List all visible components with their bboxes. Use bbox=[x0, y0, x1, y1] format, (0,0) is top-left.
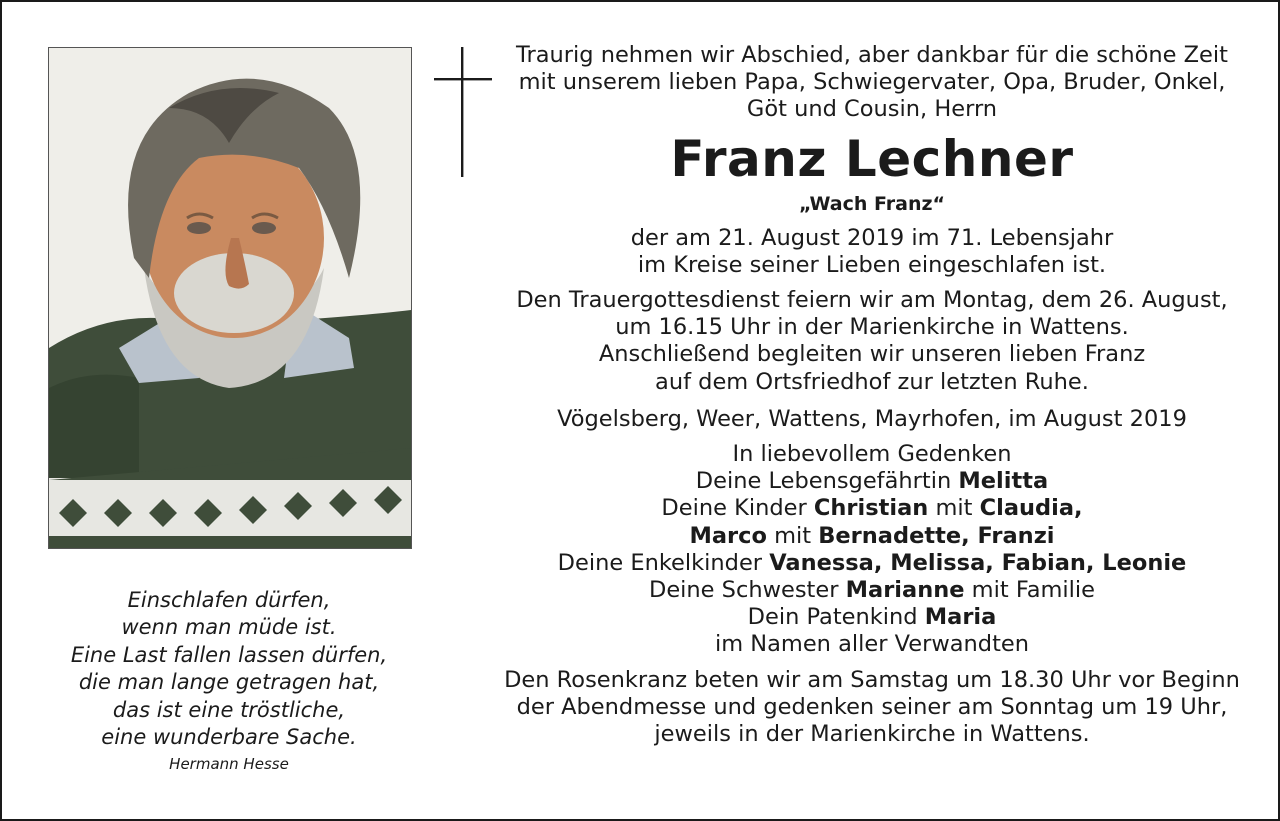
service-line: um 16.15 Uhr in der Marienkirche in Wattens. bbox=[615, 314, 1129, 341]
poem-line: das ist eine tröstliche, bbox=[112, 697, 346, 722]
poem-author: Hermann Hesse bbox=[169, 755, 289, 774]
intro-line: Traurig nehmen wir Abschied, aber dankbar für die schöne Zeit bbox=[516, 42, 1228, 68]
rosary-line: der Abendmesse und gedenken seiner am Sonntag um 19 Uhr, bbox=[516, 693, 1228, 720]
service-line: Anschließend begleiten wir unseren lieben Franz bbox=[598, 341, 1146, 368]
deceased-name: Franz Lechner bbox=[670, 129, 1074, 188]
mourner-sister: Deine Schwester Marianne mit Familie bbox=[649, 577, 1095, 604]
rosary-line: jeweils in der Marienkirche in Wattens. bbox=[654, 721, 1090, 748]
poem bbox=[48, 587, 410, 777]
mourner-godchild: Dein Patenkind Maria bbox=[747, 604, 997, 631]
death-line: im Kreise seiner Lieben eingeschlafen ist. bbox=[637, 251, 1107, 278]
place-date: Vögelsberg, Weer, Wattens, Mayrhofen, im August 2019 bbox=[557, 405, 1187, 432]
rosary-line: Den Rosenkranz beten wir am Samstag um 18.30 Uhr vor Beginn bbox=[504, 666, 1240, 693]
service-line: auf dem Ortsfriedhof zur letzten Ruhe. bbox=[655, 368, 1089, 395]
intro-line: mit unserem lieben Papa, Schwiegervater, Opa, Bruder, Onkel, bbox=[518, 69, 1226, 96]
service-line: Den Trauergottesdienst feiern wir am Montag, dem 26. August, bbox=[516, 287, 1228, 314]
mourner-relatives: im Namen aller Verwandten bbox=[714, 631, 1030, 658]
cross-icon bbox=[434, 47, 492, 177]
portrait-illustration bbox=[49, 48, 411, 548]
poem-line: eine wunderbare Sache. bbox=[101, 725, 357, 750]
poem-line: wenn man müde ist. bbox=[121, 615, 337, 640]
intro-line: Göt und Cousin, Herrn bbox=[746, 96, 998, 123]
mourner-grandchildren: Deine Enkelkinder Vanessa, Melissa, Fabian, Leonie bbox=[557, 549, 1187, 576]
death-line: der am 21. August 2019 im 71. Lebensjahr bbox=[630, 224, 1114, 251]
poem-line: Eine Last fallen lassen dürfen, bbox=[70, 642, 388, 667]
mourner-partner: Deine Lebensgefährtin Melitta bbox=[695, 468, 1049, 495]
mourner-children: Deine Kinder Christian mit Claudia, bbox=[661, 495, 1083, 522]
notice-text bbox=[502, 42, 1242, 748]
portrait-photo bbox=[48, 47, 412, 549]
nickname: „Wach Franz“ bbox=[798, 192, 946, 215]
poem-line: Einschlafen dürfen, bbox=[127, 588, 331, 612]
mourners-intro: In liebevollem Gedenken bbox=[732, 441, 1012, 468]
poem-line: die man lange getragen hat, bbox=[78, 670, 380, 695]
mourner-children-2: Marco mit Bernadette, Franzi bbox=[689, 522, 1055, 549]
